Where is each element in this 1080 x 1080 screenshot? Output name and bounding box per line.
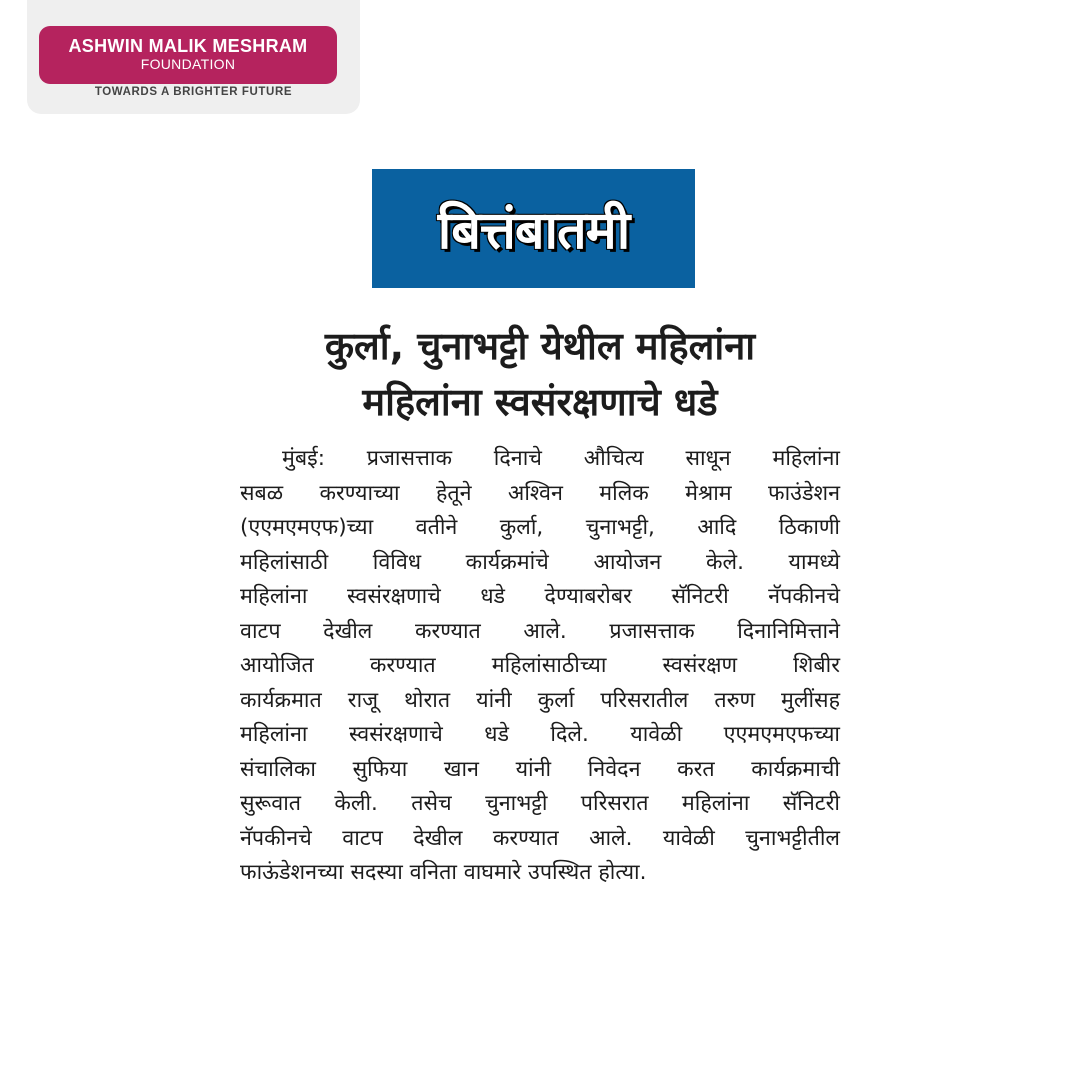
body-line: आयोजित करण्यात महिलांसाठीच्या स्वसंरक्षण शिबीर [240,653,840,678]
body-line: सुरूवात केली. तसेच चुनाभट्टी परिसरात महिलांना सॅनिटरी [240,791,840,816]
masthead-title: बित्तंबातमी [437,201,630,261]
logo-badge [39,26,337,84]
body-line: महिलांना स्वसंरक्षणाचे धडे देण्याबरोबर सॅनिटरी नॅपकीनचे [240,584,840,609]
body-line: महिलांना स्वसंरक्षणाचे धडे दिले. यावेळी एएमएमएफच्या [240,722,840,747]
body-line: महिलांसाठी विविध कार्यक्रमांचे आयोजन केले. यामध्ये [240,549,840,575]
body-line: संचालिका सुफिया खान यांनी निवेदन करत कार्यक्रमाची [240,756,840,782]
body-line: वाटप देखील करण्यात आले. प्रजासत्ताक दिनानिमित्ताने [240,618,840,644]
body-line: कार्यक्रमात राजू थोरात यांनी कुर्ला परिसरातील तरुण मुलींसह [240,687,840,713]
newspaper-masthead [372,169,695,288]
body-line: (एएमएमएफ)च्या वतीने कुर्ला, चुनाभट्टी, आदि ठिकाणी [240,515,840,540]
body-line: फाऊंडेशनच्या सदस्या वनिता वाघमारे उपस्थित होत्या. [240,860,647,885]
headline-line: कुर्ला, चुनाभट्टी येथील महिलांना [324,324,756,368]
article-body [240,442,840,891]
logo-subtitle: FOUNDATION [140,56,236,72]
body-line: मुंबई: प्रजासत्ताक दिनाचे औचित्य साधून महिलांना [282,446,840,471]
headline-line: महिलांना स्वसंरक्षणाचे धडे [362,380,718,424]
article-headline [240,318,840,430]
logo-tagline: TOWARDS A BRIGHTER FUTURE [94,86,293,98]
news-article [240,318,840,891]
foundation-logo [27,0,360,114]
logo-name: ASHWIN MALIK MESHRAM [68,36,308,56]
body-line: सबळ करण्याच्या हेतूने अश्विन मलिक मेश्राम फाउंडेशन [240,480,840,506]
body-line: नॅपकीनचे वाटप देखील करण्यात आले. यावेळी चुनाभट्टीतील [240,825,840,851]
